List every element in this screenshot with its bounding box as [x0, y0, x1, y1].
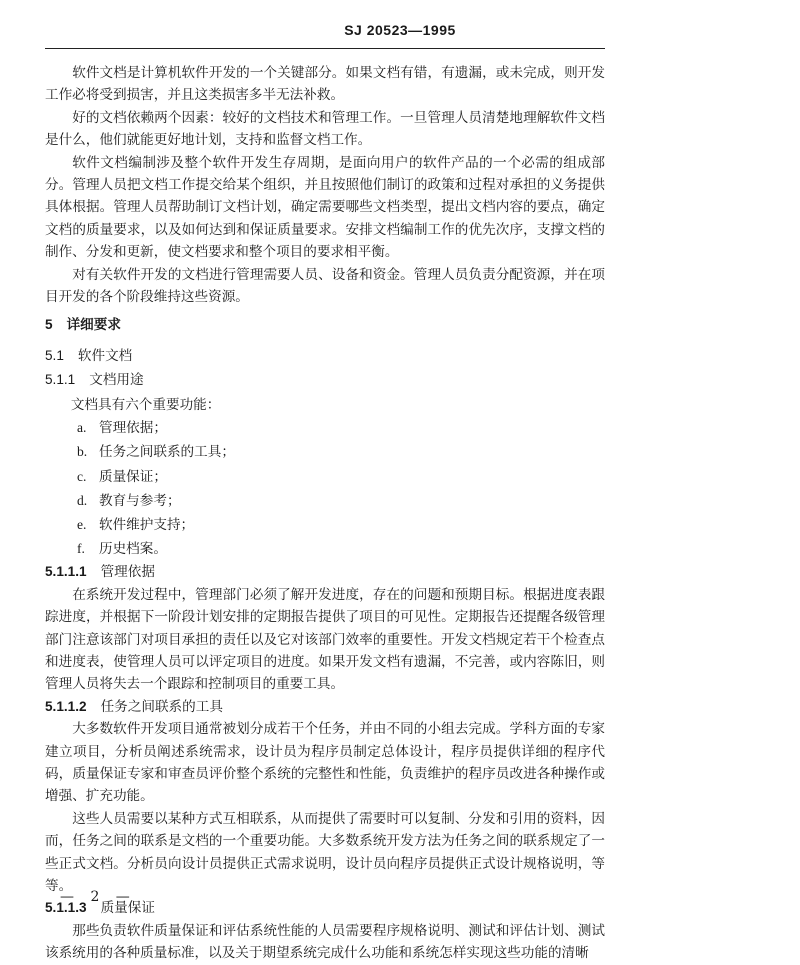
paragraph: 在系统开发过程中，管理部门必须了解开发进度，存在的问题和预期目标。根据进度表跟踪进度，并根据下一阶段计划安排的定期报告提供了项目的可见性。定期报告还提醒各级管理部门注意该部门对项目承担的责任以及它对该部门效率的重要性。开发文档规定若干个检查点和进度表，使管理人员可以评定项目的进度。如果开发文档有遗漏，不完善，或内容陈旧，则管理人员将失去一个跟踪和控制项目的重要工具。 — [45, 586, 605, 693]
list-item — [45, 537, 605, 561]
paragraph: 软件文档编制涉及整个软件开发生存周期，是面向用户的软件产品的一个必需的组成部分。管理人员把文档工作提交给某个组织，并且按照他们制订的政策和过程对承担的义务提供具体根据。管理人员帮助制订文档计划，确定需要哪些文档类型，提出文档内容的要点，确定文档的质量要求，以及如何达到和保证质量要求。安排文档编制工作的优先次序，支撑文档的制作、分发和更新，使文档要求和整个项目的要求相平衡。 — [45, 154, 605, 261]
list-letter: d. — [77, 492, 88, 508]
list-text: 管理依据； — [99, 420, 167, 437]
list-item — [45, 440, 605, 464]
paragraph: 对有关软件开发的文档进行管理需要人员、设备和资金。管理人员负责分配资源，并在项目开发的各个阶段维持这些资源。 — [45, 266, 605, 306]
list-item — [45, 416, 605, 440]
section-number: 5.1.1.3 — [45, 900, 87, 916]
section-heading-5-1-1 — [45, 369, 605, 391]
list-text: 软件维护支持； — [99, 516, 195, 533]
list-letter: a. — [77, 420, 87, 436]
list-text: 历史档案。 — [99, 541, 167, 558]
paragraph: 那些负责软件质量保证和评估系统性能的人员需要程序规格说明、测试和评估计划、测试该系统用的各种质量标准，以及关于期望系统完成什么功能和系统怎样实现这些功能的清晰 — [45, 922, 605, 962]
section-heading-5 — [45, 314, 605, 336]
list-item — [45, 513, 605, 537]
section-heading-5-1-1-2 — [45, 696, 605, 718]
section-heading-5-1 — [45, 345, 605, 367]
paragraph: 好的文档依赖两个因素：较好的文档技术和管理工作。一旦管理人员清楚地理解软件文档是什么，他们就能更好地计划，支持和监督文档工作。 — [45, 109, 605, 149]
list-letter: e. — [77, 516, 87, 532]
list-text: 质量保证； — [99, 468, 167, 485]
section-heading-5-1-1-1 — [45, 561, 605, 583]
list-letter: c. — [77, 468, 87, 484]
list-letter: b. — [77, 444, 88, 460]
section-title: 文档用途 — [89, 372, 144, 389]
list-text: 教育与参考； — [99, 492, 181, 509]
paragraph: 软件文档是计算机软件开发的一个关键部分。如果文档有错，有遗漏，或未完成，则开发工作必将受到损害，并且这类损害多半无法补救。 — [45, 65, 605, 104]
list-text: 任务之间联系的工具； — [99, 444, 235, 461]
section-number: 5.1.1.1 — [45, 564, 87, 580]
section-title: 软件文档 — [77, 347, 133, 364]
page-number: — 2 — — [60, 889, 136, 905]
section-title: 质量保证 — [100, 900, 155, 917]
section-number: 5.1 — [45, 347, 64, 363]
section-title: 管理依据 — [100, 564, 155, 581]
document-body — [45, 62, 605, 965]
functions-list — [45, 416, 605, 561]
paragraph: 大多数软件开发项目通常被划分成若干个任务，并由不同的小组去完成。学科方面的专家建立项目，分析员阐述系统需求，设计员为程序员制定总体设计，程序员提供详细的程序代码，质量保证专家和审查员评价整个系统的完整性和性能，负责维护的程序员改进各种操作或增强、扩充功能。 — [45, 721, 605, 805]
section-number: 5 — [45, 317, 53, 333]
list-letter: f. — [77, 541, 85, 557]
section-title: 任务之间联系的工具 — [100, 698, 223, 715]
section-title: 详细要求 — [66, 317, 121, 334]
section-number: 5.1.1.2 — [45, 698, 87, 714]
header-rule — [45, 48, 605, 49]
list-item — [45, 465, 605, 489]
list-item — [45, 489, 605, 513]
paragraph: 这些人员需要以某种方式互相联系，从而提供了需要时可以复制、分发和引用的资料，因而，任务之间的联系是文档的一个重要功能。大多数系统开发方法为任务之间的联系规定了一些正式文档。分析员向设计员提供正式需求说明，设计员向程序员提供正式设计规格说明，等等。 — [45, 810, 605, 894]
section-number: 5.1.1 — [45, 372, 76, 388]
functions-intro: 文档具有六个重要功能： — [70, 396, 221, 413]
standard-code: SJ 20523—1995 — [344, 22, 456, 38]
